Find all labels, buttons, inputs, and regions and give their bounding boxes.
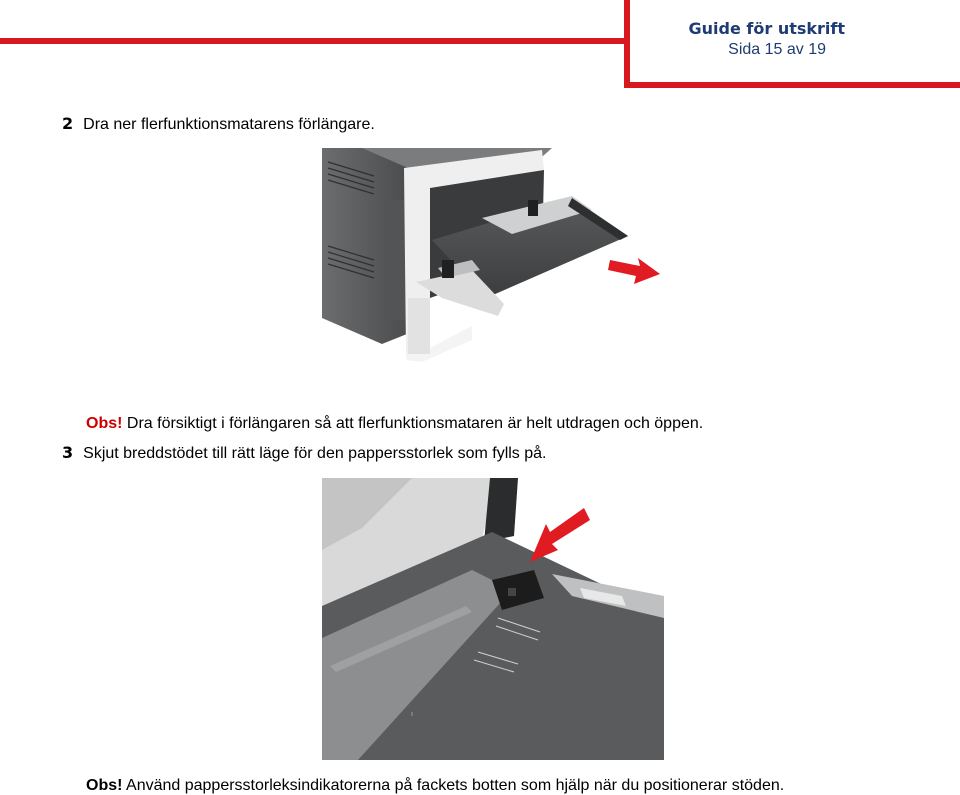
- header-rule-bottom: [624, 82, 960, 88]
- note-text: Använd pappersstorleksindikatorerna på fackets botten som hjälp när du positionerar stöden.: [122, 777, 785, 794]
- header-rule-vertical: [624, 0, 630, 88]
- step-text: Dra ner flerfunktionsmatarens förlängare.: [83, 116, 375, 133]
- document-title: Guide för utskrift: [688, 19, 845, 38]
- page-number: Sida 15 av 19: [728, 41, 826, 58]
- step-text: Skjut breddstödet till rätt läge för den pappersstorlek som fylls på.: [83, 445, 547, 462]
- step-number: 2: [62, 114, 74, 133]
- note-label: Obs!: [86, 415, 123, 432]
- step-3: [62, 443, 546, 463]
- note-label: Obs!: [86, 777, 123, 794]
- note-2: [86, 777, 784, 795]
- printer-feeder-illustration: [322, 148, 664, 392]
- step-2: [62, 114, 375, 134]
- header-rule-horizontal: [0, 38, 626, 44]
- step-number: 3: [62, 443, 74, 462]
- width-guide-illustration: [322, 478, 664, 760]
- note-1: [86, 415, 703, 433]
- note-text: Dra försiktigt i förlängaren så att flerfunktionsmataren är helt utdragen och öppen.: [122, 415, 704, 432]
